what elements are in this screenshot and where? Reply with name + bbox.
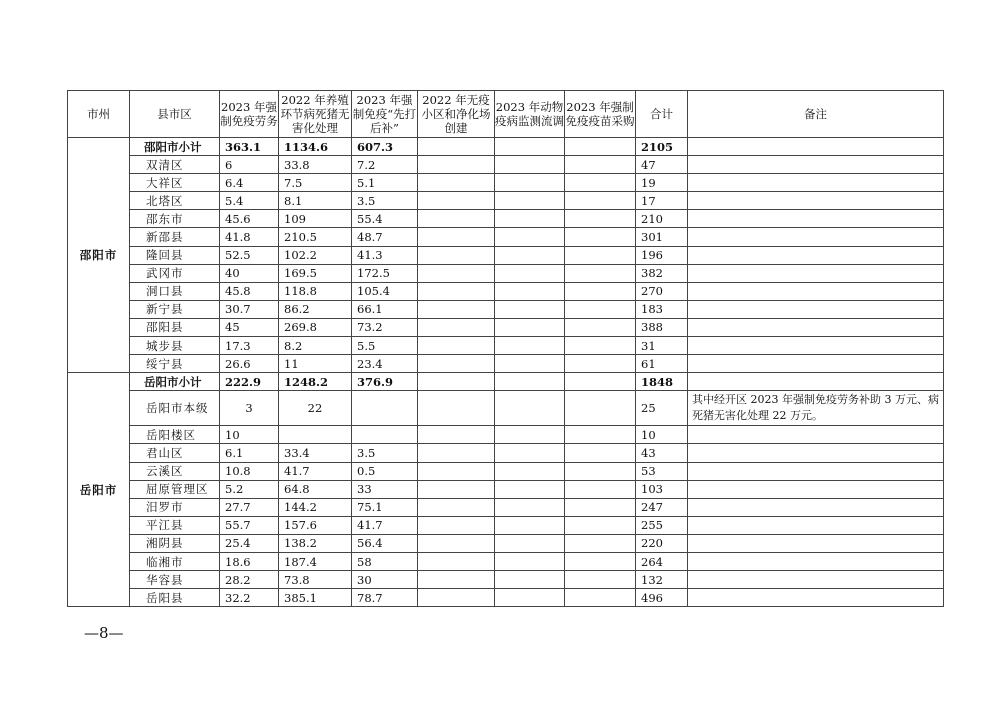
county-name-cell: 新宁县 <box>130 300 220 318</box>
table-row <box>68 264 944 282</box>
value-cell: 25.4 <box>220 534 279 552</box>
table-row <box>68 192 944 210</box>
subtotal-value-cell <box>565 373 636 391</box>
value-cell: 7.2 <box>352 156 418 174</box>
note-cell <box>688 480 944 498</box>
empty-cell <box>418 498 495 516</box>
total-cell: 255 <box>636 516 688 534</box>
empty-cell <box>418 534 495 552</box>
subtotal-name-cell: 岳阳市小计 <box>130 373 220 391</box>
value-cell: 56.4 <box>352 534 418 552</box>
total-cell: 53 <box>636 462 688 480</box>
note-cell: 其中经开区 2023 年强制免疫劳务补助 3 万元、病死猪无害化处理 22 万元。 <box>688 391 944 426</box>
note-cell <box>688 355 944 373</box>
empty-cell <box>565 318 636 336</box>
value-cell: 78.7 <box>352 589 418 607</box>
table-row <box>68 391 944 426</box>
empty-cell <box>565 534 636 552</box>
value-cell: 41.3 <box>352 246 418 264</box>
column-header: 2022 年无疫小区和净化场创建 <box>418 91 495 138</box>
note-cell <box>688 138 944 156</box>
empty-cell <box>495 282 565 300</box>
total-cell: 47 <box>636 156 688 174</box>
total-cell: 196 <box>636 246 688 264</box>
empty-cell <box>418 552 495 570</box>
note-cell <box>688 210 944 228</box>
empty-cell <box>565 589 636 607</box>
value-cell: 45 <box>220 318 279 336</box>
total-cell: 61 <box>636 355 688 373</box>
value-cell: 102.2 <box>279 246 352 264</box>
total-cell: 247 <box>636 498 688 516</box>
empty-cell <box>495 318 565 336</box>
table-row <box>68 337 944 355</box>
empty-cell <box>565 426 636 444</box>
empty-cell <box>565 174 636 192</box>
subtotal-value-cell <box>495 373 565 391</box>
value-cell: 41.7 <box>279 462 352 480</box>
note-cell <box>688 426 944 444</box>
county-name-cell: 新邵县 <box>130 228 220 246</box>
value-cell: 6.4 <box>220 174 279 192</box>
county-name-cell: 屈原管理区 <box>130 480 220 498</box>
empty-cell <box>565 228 636 246</box>
subtotal-row <box>68 373 944 391</box>
empty-cell <box>495 480 565 498</box>
value-cell: 23.4 <box>352 355 418 373</box>
empty-cell <box>418 174 495 192</box>
value-cell <box>352 426 418 444</box>
subtotal-name-cell: 邵阳市小计 <box>130 138 220 156</box>
empty-cell <box>495 192 565 210</box>
value-cell <box>352 391 418 426</box>
value-cell: 86.2 <box>279 300 352 318</box>
empty-cell <box>495 210 565 228</box>
empty-cell <box>495 534 565 552</box>
value-cell <box>279 426 352 444</box>
value-cell: 30 <box>352 571 418 589</box>
note-cell <box>688 571 944 589</box>
subtotal-value-cell <box>418 138 495 156</box>
value-cell: 73.8 <box>279 571 352 589</box>
value-cell: 0.5 <box>352 462 418 480</box>
empty-cell <box>418 246 495 264</box>
note-cell <box>688 318 944 336</box>
value-cell: 157.6 <box>279 516 352 534</box>
county-name-cell: 湘阴县 <box>130 534 220 552</box>
subtotal-value-cell: 1248.2 <box>279 373 352 391</box>
note-cell <box>688 444 944 462</box>
empty-cell <box>565 210 636 228</box>
table-row <box>68 426 944 444</box>
empty-cell <box>418 516 495 534</box>
county-name-cell: 绥宁县 <box>130 355 220 373</box>
total-cell: 132 <box>636 571 688 589</box>
value-cell: 26.6 <box>220 355 279 373</box>
county-name-cell: 云溪区 <box>130 462 220 480</box>
county-name-cell: 临湘市 <box>130 552 220 570</box>
value-cell: 33.4 <box>279 444 352 462</box>
note-cell <box>688 174 944 192</box>
total-cell: 301 <box>636 228 688 246</box>
total-cell: 10 <box>636 426 688 444</box>
empty-cell <box>418 156 495 174</box>
county-name-cell: 岳阳楼区 <box>130 426 220 444</box>
table-row <box>68 228 944 246</box>
empty-cell <box>418 300 495 318</box>
empty-cell <box>418 462 495 480</box>
note-cell <box>688 552 944 570</box>
value-cell: 66.1 <box>352 300 418 318</box>
subtotal-value-cell <box>495 138 565 156</box>
note-cell <box>688 246 944 264</box>
value-cell: 5.5 <box>352 337 418 355</box>
empty-cell <box>495 246 565 264</box>
header-row <box>68 91 944 138</box>
value-cell: 3.5 <box>352 192 418 210</box>
empty-cell <box>418 282 495 300</box>
note-cell <box>688 192 944 210</box>
empty-cell <box>418 337 495 355</box>
value-cell: 33.8 <box>279 156 352 174</box>
column-header: 县市区 <box>130 91 220 138</box>
empty-cell <box>565 300 636 318</box>
value-cell: 138.2 <box>279 534 352 552</box>
empty-cell <box>565 571 636 589</box>
empty-cell <box>565 355 636 373</box>
value-cell: 18.6 <box>220 552 279 570</box>
value-cell: 3.5 <box>352 444 418 462</box>
value-cell: 22 <box>279 391 352 426</box>
total-cell: 496 <box>636 589 688 607</box>
note-cell <box>688 498 944 516</box>
empty-cell <box>495 498 565 516</box>
value-cell: 48.7 <box>352 228 418 246</box>
column-header: 2023 年强制免疫劳务 <box>220 91 279 138</box>
empty-cell <box>418 391 495 426</box>
empty-cell <box>418 318 495 336</box>
empty-cell <box>565 498 636 516</box>
value-cell: 109 <box>279 210 352 228</box>
column-header: 合计 <box>636 91 688 138</box>
empty-cell <box>565 282 636 300</box>
empty-cell <box>565 337 636 355</box>
table-row <box>68 571 944 589</box>
value-cell: 269.8 <box>279 318 352 336</box>
empty-cell <box>565 264 636 282</box>
value-cell: 28.2 <box>220 571 279 589</box>
value-cell: 45.6 <box>220 210 279 228</box>
value-cell: 10.8 <box>220 462 279 480</box>
county-name-cell: 双清区 <box>130 156 220 174</box>
county-name-cell: 武冈市 <box>130 264 220 282</box>
empty-cell <box>418 210 495 228</box>
total-cell: 31 <box>636 337 688 355</box>
column-header: 市州 <box>68 91 130 138</box>
value-cell: 187.4 <box>279 552 352 570</box>
empty-cell <box>495 355 565 373</box>
table-row <box>68 516 944 534</box>
value-cell: 41.8 <box>220 228 279 246</box>
empty-cell <box>495 300 565 318</box>
empty-cell <box>418 264 495 282</box>
empty-cell <box>418 192 495 210</box>
value-cell: 32.2 <box>220 589 279 607</box>
subtotal-value-cell: 1134.6 <box>279 138 352 156</box>
value-cell: 7.5 <box>279 174 352 192</box>
total-cell: 210 <box>636 210 688 228</box>
county-name-cell: 岳阳县 <box>130 589 220 607</box>
total-cell: 19 <box>636 174 688 192</box>
empty-cell <box>495 516 565 534</box>
county-name-cell: 华容县 <box>130 571 220 589</box>
empty-cell <box>418 589 495 607</box>
subtotal-value-cell: 2105 <box>636 138 688 156</box>
table-row <box>68 246 944 264</box>
value-cell: 5.4 <box>220 192 279 210</box>
subtotal-row <box>68 138 944 156</box>
empty-cell <box>495 552 565 570</box>
county-name-cell: 北塔区 <box>130 192 220 210</box>
note-cell <box>688 337 944 355</box>
table-row <box>68 156 944 174</box>
value-cell: 385.1 <box>279 589 352 607</box>
empty-cell <box>565 192 636 210</box>
note-cell <box>688 462 944 480</box>
total-cell: 103 <box>636 480 688 498</box>
value-cell: 169.5 <box>279 264 352 282</box>
county-name-cell: 君山区 <box>130 444 220 462</box>
value-cell: 52.5 <box>220 246 279 264</box>
empty-cell <box>565 156 636 174</box>
table-row <box>68 444 944 462</box>
column-header: 2023 年动物疫病监测流调 <box>495 91 565 138</box>
empty-cell <box>418 480 495 498</box>
column-header: 备注 <box>688 91 944 138</box>
table-row <box>68 318 944 336</box>
table-row <box>68 300 944 318</box>
empty-cell <box>565 444 636 462</box>
value-cell: 40 <box>220 264 279 282</box>
table-row <box>68 462 944 480</box>
value-cell: 118.8 <box>279 282 352 300</box>
county-name-cell: 邵东市 <box>130 210 220 228</box>
note-cell <box>688 282 944 300</box>
value-cell: 6.1 <box>220 444 279 462</box>
county-name-cell: 邵阳县 <box>130 318 220 336</box>
table-row <box>68 534 944 552</box>
column-header: 2023 年强制免疫疫苗采购 <box>565 91 636 138</box>
city-cell: 岳阳市 <box>68 373 130 607</box>
total-cell: 183 <box>636 300 688 318</box>
column-header: 2023 年强制免疫“先打后补” <box>352 91 418 138</box>
value-cell: 5.1 <box>352 174 418 192</box>
column-header: 2022 年养殖环节病死猪无害化处理 <box>279 91 352 138</box>
empty-cell <box>495 462 565 480</box>
note-cell <box>688 373 944 391</box>
total-cell: 220 <box>636 534 688 552</box>
table-row <box>68 480 944 498</box>
empty-cell <box>565 552 636 570</box>
county-name-cell: 大祥区 <box>130 174 220 192</box>
county-name-cell: 城步县 <box>130 337 220 355</box>
empty-cell <box>495 571 565 589</box>
empty-cell <box>495 589 565 607</box>
note-cell <box>688 264 944 282</box>
subtotal-value-cell: 363.1 <box>220 138 279 156</box>
value-cell: 58 <box>352 552 418 570</box>
county-name-cell: 平江县 <box>130 516 220 534</box>
empty-cell <box>495 156 565 174</box>
value-cell: 73.2 <box>352 318 418 336</box>
value-cell: 8.1 <box>279 192 352 210</box>
note-cell <box>688 516 944 534</box>
county-name-cell: 洞口县 <box>130 282 220 300</box>
empty-cell <box>495 337 565 355</box>
total-cell: 264 <box>636 552 688 570</box>
empty-cell <box>418 444 495 462</box>
empty-cell <box>495 174 565 192</box>
empty-cell <box>495 228 565 246</box>
empty-cell <box>495 391 565 426</box>
value-cell: 64.8 <box>279 480 352 498</box>
total-cell: 43 <box>636 444 688 462</box>
note-cell <box>688 228 944 246</box>
total-cell: 388 <box>636 318 688 336</box>
total-cell: 382 <box>636 264 688 282</box>
value-cell: 6 <box>220 156 279 174</box>
value-cell: 27.7 <box>220 498 279 516</box>
empty-cell <box>495 426 565 444</box>
subtotal-value-cell: 376.9 <box>352 373 418 391</box>
subtotal-value-cell: 222.9 <box>220 373 279 391</box>
total-cell: 25 <box>636 391 688 426</box>
subtotal-value-cell <box>418 373 495 391</box>
county-name-cell: 岳阳市本级 <box>130 391 220 426</box>
city-cell: 邵阳市 <box>68 138 130 373</box>
empty-cell <box>418 571 495 589</box>
empty-cell <box>418 228 495 246</box>
value-cell: 8.2 <box>279 337 352 355</box>
empty-cell <box>565 516 636 534</box>
table-row <box>68 282 944 300</box>
county-name-cell: 汨罗市 <box>130 498 220 516</box>
note-cell <box>688 534 944 552</box>
total-cell: 270 <box>636 282 688 300</box>
note-cell <box>688 156 944 174</box>
value-cell: 144.2 <box>279 498 352 516</box>
value-cell: 105.4 <box>352 282 418 300</box>
subtotal-value-cell: 1848 <box>636 373 688 391</box>
table-row <box>68 552 944 570</box>
note-cell <box>688 300 944 318</box>
note-cell <box>688 589 944 607</box>
value-cell: 10 <box>220 426 279 444</box>
value-cell: 172.5 <box>352 264 418 282</box>
value-cell: 3 <box>220 391 279 426</box>
empty-cell <box>495 264 565 282</box>
empty-cell <box>565 391 636 426</box>
value-cell: 11 <box>279 355 352 373</box>
value-cell: 41.7 <box>352 516 418 534</box>
value-cell: 45.8 <box>220 282 279 300</box>
value-cell: 210.5 <box>279 228 352 246</box>
funding-table <box>67 90 944 607</box>
total-cell: 17 <box>636 192 688 210</box>
value-cell: 30.7 <box>220 300 279 318</box>
table-row <box>68 210 944 228</box>
table-row <box>68 589 944 607</box>
value-cell: 55.7 <box>220 516 279 534</box>
table-row <box>68 174 944 192</box>
subtotal-value-cell: 607.3 <box>352 138 418 156</box>
value-cell: 75.1 <box>352 498 418 516</box>
empty-cell <box>495 444 565 462</box>
table-row <box>68 355 944 373</box>
value-cell: 5.2 <box>220 480 279 498</box>
county-name-cell: 隆回县 <box>130 246 220 264</box>
empty-cell <box>565 480 636 498</box>
subtotal-value-cell <box>565 138 636 156</box>
empty-cell <box>418 355 495 373</box>
value-cell: 55.4 <box>352 210 418 228</box>
empty-cell <box>565 246 636 264</box>
page-number: —8— <box>84 624 124 642</box>
value-cell: 33 <box>352 480 418 498</box>
table-row <box>68 498 944 516</box>
empty-cell <box>418 426 495 444</box>
value-cell: 17.3 <box>220 337 279 355</box>
empty-cell <box>565 462 636 480</box>
